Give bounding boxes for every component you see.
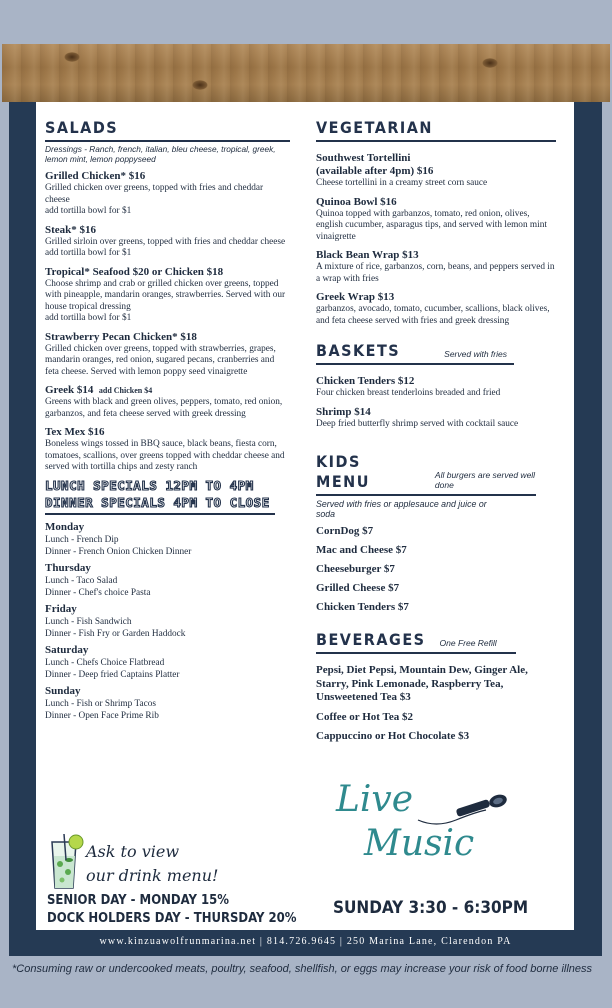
day-name: Saturday [45, 643, 89, 656]
day-name: Monday [45, 520, 85, 533]
item-desc: Greens with black and green olives, peppers, tomato, red onion, garbanzos, and feta cheese served with greek dressing [45, 397, 283, 419]
beverage-item: Pepsi, Diet Pepsi, Mountain Dew, Ginger Ale, Starry, Pink Lemonade, Raspberry Tea, Unsweetened Tea $3 [316, 664, 528, 703]
item-extra: add tortilla bowl for $1 [45, 248, 132, 258]
item-name-main: Greek $14 [45, 384, 94, 396]
section-rule [45, 513, 275, 515]
day-lunch: Lunch - Fish or Shrimp Tacos [45, 698, 156, 709]
drink-menu-callout [86, 840, 218, 888]
vegetarian-item [316, 196, 556, 244]
special-day [45, 644, 290, 681]
day-lunch: Lunch - French Dip [45, 534, 119, 545]
item-desc: Choose shrimp and crab or grilled chicken over greens, topped with pineapple, mandarin oranges, strawberries. Served with our house tropical dressing [45, 278, 286, 312]
section-rule [316, 494, 536, 496]
item-name-sub: (available after 4pm) $16 [316, 165, 434, 177]
wood-knot [64, 52, 80, 62]
day-dinner: Dinner - French Onion Chicken Dinner [45, 546, 192, 557]
item-desc: Cheese tortellini in a creamy street corn sauce [316, 178, 488, 188]
beverages-title: BEVERAGES [316, 630, 426, 649]
day-name: Friday [45, 602, 77, 615]
day-dinner: Dinner - Chef's choice Pasta [45, 587, 151, 598]
item-name: Southwest Tortellini [316, 152, 411, 164]
kids-item: Chicken Tenders $7 [316, 601, 409, 613]
item-desc: Grilled chicken over greens, topped with strawberries, grapes, mandarin oranges, red onion, sugared pecans, cranberries and feta cheese. Served with lemon poppy seed vinaigrette [45, 343, 276, 377]
mojito-glass-icon [46, 830, 86, 892]
day-dinner: Dinner - Fish Fry or Garden Haddock [45, 628, 186, 639]
right-column [316, 118, 556, 744]
basket-item [316, 406, 556, 431]
item-desc: Quinoa topped with garbanzos, tomato, red onion, olives, english cucumber, asparagus tips, and served with lemon mint vinaigrette [316, 208, 547, 242]
senior-day-promo: SENIOR DAY - MONDAY 15% [47, 893, 229, 908]
kids-items [316, 525, 556, 614]
salad-item [45, 224, 290, 260]
item-extra: add tortilla bowl for $1 [45, 313, 132, 323]
item-desc: Boneless wings tossed in BBQ sauce, black beans, fiesta corn, tomatoes, scallions, over greens topped with cheddar cheese and served with tortilla chips and zesty ranch [45, 439, 285, 472]
special-day [45, 685, 290, 722]
item-name: Quinoa Bowl $16 [316, 195, 397, 208]
day-dinner: Dinner - Open Face Prime Rib [45, 710, 159, 721]
item-name: Grilled Chicken* $16 [45, 170, 146, 182]
beverages-header [316, 630, 556, 650]
item-name: Tex Mex $16 [45, 426, 105, 438]
dressings-note: Dressings - Ranch, french, italian, bleu cheese, tropical, greek, lemon mint, lemon poppyseed [45, 144, 276, 164]
salad-item [45, 331, 290, 379]
vegetarian-item [316, 249, 556, 285]
section-rule [316, 363, 514, 365]
salads-title: SALADS [45, 118, 119, 137]
beverages-note: One Free Refill [439, 638, 497, 648]
promo-days [47, 892, 296, 928]
kids-header [316, 452, 556, 492]
beverage-item: Coffee or Hot Tea $2 [316, 710, 413, 723]
kids-sub-note: Served with fries or applesauce and juice or soda [316, 499, 487, 519]
salad-item [45, 384, 290, 420]
item-name: Shrimp $14 [316, 405, 371, 418]
drink-ask-line1: Ask to view [86, 842, 180, 861]
salad-item [45, 426, 290, 474]
item-desc: garbanzos, avocado, tomato, cucumber, scallions, black olives, and feta cheese served with fries and greek dressing [316, 304, 550, 326]
basket-item [316, 375, 556, 400]
kids-item: Grilled Cheese $7 [316, 582, 400, 594]
section-rule [45, 140, 290, 142]
kids-item: Mac and Cheese $7 [316, 544, 407, 556]
item-name: Steak* $16 [45, 223, 97, 236]
left-column [45, 118, 290, 722]
salad-item [45, 170, 290, 218]
day-dinner: Dinner - Deep fried Captains Platter [45, 669, 180, 680]
dinner-specials-title: DINNER SPECIALS 4PM TO CLOSE [45, 494, 270, 510]
item-name: Greek Wrap $13 [316, 291, 395, 303]
microphone-icon [416, 790, 516, 830]
item-desc: Four chicken breast tenderloins breaded and fried [316, 388, 501, 398]
item-desc: Deep fried butterfly shrimp served with cocktail sauce [316, 418, 519, 429]
item-extra: add tortilla bowl for $1 [45, 206, 132, 216]
wood-header-banner [2, 44, 610, 102]
special-day [45, 603, 290, 640]
wood-knot [192, 80, 208, 90]
baskets-section [316, 341, 556, 430]
kids-title: KIDS MENU [316, 452, 370, 491]
specials-block [45, 477, 290, 515]
item-desc: Grilled sirloin over greens, topped with fries and cheddar cheese [45, 236, 286, 247]
day-name: Thursday [45, 561, 91, 574]
day-lunch: Lunch - Chefs Choice Flatbread [45, 657, 165, 668]
special-day [45, 521, 290, 558]
item-name: Chicken Tenders $12 [316, 375, 415, 387]
baskets-header [316, 341, 556, 361]
day-name: Sunday [45, 684, 81, 697]
beverage-item: Cappuccino or Hot Chocolate $3 [316, 730, 470, 742]
drink-ask-line2: our drink menu! [86, 866, 219, 885]
section-rule [316, 140, 556, 142]
item-addon: add Chicken $4 [98, 386, 153, 395]
live-music-graphic [336, 780, 536, 880]
item-name: Strawberry Pecan Chicken* $18 [45, 330, 197, 343]
item-name: Black Bean Wrap $13 [316, 249, 419, 261]
wood-knot [482, 58, 498, 68]
item-name [45, 384, 290, 397]
day-lunch: Lunch - Taco Salad [45, 575, 118, 586]
item-desc: Grilled chicken over greens, topped with fries and cheddar cheese [45, 183, 264, 205]
lunch-specials-title: LUNCH SPECIALS 12PM TO 4PM [45, 477, 254, 493]
music-script: Music [364, 823, 475, 864]
salad-item [45, 266, 290, 325]
item-desc: A mixture of rice, garbanzos, corn, beans, and peppers served in a wrap with fries [316, 262, 555, 284]
kids-section [316, 452, 556, 614]
vegetarian-item [316, 152, 556, 190]
beverages-list [316, 664, 556, 744]
live-music-time: SUNDAY 3:30 - 6:30PM [333, 898, 529, 918]
footer-contact: www.kinzuawolfrunmarina.net | 814.726.9645 | 250 Marina Lane, Clarendon PA [99, 936, 512, 947]
section-rule [316, 652, 516, 654]
kids-note: All burgers are served well done [434, 470, 536, 490]
baskets-title: BASKETS [316, 341, 401, 360]
dock-holders-promo: DOCK HOLDERS DAY - THURSDAY 20% [47, 911, 297, 926]
kids-item: Cheeseburger $7 [316, 563, 395, 575]
vegetarian-title: VEGETARIAN [316, 118, 433, 137]
food-safety-disclaimer: *Consuming raw or undercooked meats, poultry, seafood, shellfish, or eggs may increase your risk of food borne illness [12, 963, 593, 975]
live-script: Live [336, 779, 414, 820]
beverages-section [316, 630, 556, 744]
day-lunch: Lunch - Fish Sandwich [45, 616, 132, 627]
special-day [45, 562, 290, 599]
item-name: Tropical* Seafood $20 or Chicken $18 [45, 265, 224, 278]
vegetarian-item [316, 291, 556, 327]
baskets-note: Served with fries [444, 349, 507, 359]
specials-days [45, 521, 290, 722]
kids-item: CornDog $7 [316, 525, 374, 537]
